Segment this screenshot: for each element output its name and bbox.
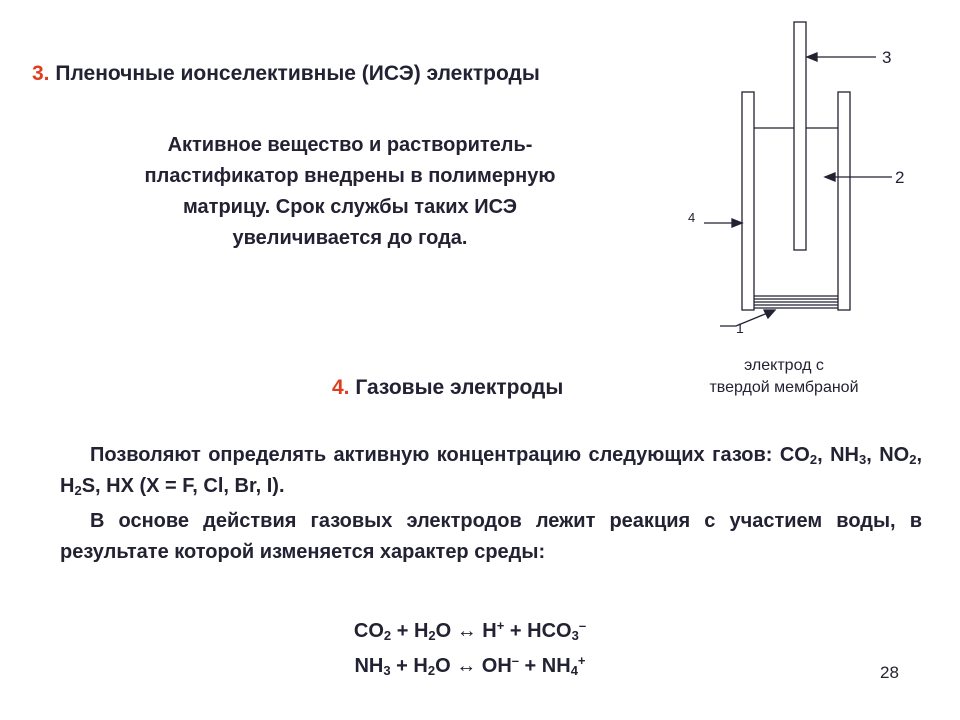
- page-number: 28: [880, 663, 899, 682]
- paragraph1-line: матрицу. Срок службы таких ИСЭ: [183, 196, 517, 218]
- paragraph1-line: Активное вещество и растворитель-: [167, 134, 533, 156]
- eq-part: O ↔ H: [435, 620, 497, 642]
- outer-wall-right: [838, 92, 850, 310]
- arrow-3-head: [807, 53, 817, 61]
- superscript: +: [496, 618, 505, 633]
- subscript: 3: [383, 663, 391, 678]
- gases-nh: , NH: [817, 444, 859, 466]
- caption-line: электрод с: [744, 357, 824, 374]
- paragraph2: [60, 440, 922, 502]
- equation-nh3: [260, 655, 680, 678]
- superscript: –: [511, 653, 519, 668]
- eq-part: + H: [390, 655, 428, 677]
- section-3-title: Пленочные ионселективные (ИСЭ) электроды: [55, 62, 540, 85]
- label-4: 4: [688, 210, 696, 225]
- caption-line: твердой мембраной: [709, 379, 859, 396]
- subscript: 3: [858, 452, 867, 467]
- superscript: +: [577, 653, 586, 668]
- subscript: 2: [427, 663, 436, 678]
- subscript: 2: [74, 483, 82, 498]
- electrode-diagram: [680, 15, 910, 345]
- label-2: 2: [895, 168, 905, 187]
- subscript: 2: [809, 452, 818, 467]
- paragraph1-line: увеличивается до года.: [232, 227, 468, 249]
- subscript: 4: [570, 663, 578, 678]
- arrow-1-line: [720, 312, 770, 326]
- subscript: 2: [909, 452, 917, 467]
- gas-electrode-description: [60, 440, 922, 568]
- section-4-number: 4.: [332, 376, 350, 399]
- gases-h: , H: [60, 444, 923, 497]
- section-3-heading: [32, 62, 540, 86]
- outer-wall-left: [742, 92, 754, 310]
- arrow-2-head: [825, 173, 835, 181]
- eq-part: + HCO: [504, 620, 572, 642]
- eq-part: NH: [354, 655, 384, 677]
- gases-no: , NO: [866, 444, 910, 466]
- inner-electrode-rod: [794, 22, 806, 250]
- film-electrode-description: [60, 130, 640, 254]
- section-3-number: 3.: [32, 62, 50, 85]
- label-1: 1: [736, 320, 744, 336]
- paragraph2-line1: Позволяют определять активную концентрацию следующих: [90, 444, 705, 466]
- subscript: 2: [428, 628, 436, 643]
- arrow-1-head: [764, 310, 775, 318]
- diagram-caption: [672, 355, 896, 399]
- paragraph1-line: пластификатор внедрены в полимерную: [144, 165, 556, 187]
- subscript: 2: [383, 628, 392, 643]
- eq-part: CO: [353, 620, 384, 642]
- subscript: 3: [571, 628, 579, 643]
- section-4-title: Газовые электроды: [355, 376, 564, 399]
- superscript: –: [578, 618, 587, 633]
- arrow-4-head: [732, 219, 742, 227]
- eq-part: O ↔ OH: [435, 655, 512, 677]
- paragraph3: В основе действия газовых электродов лежит реакция с участием воды, в результате которой изменяется характер среды:: [60, 510, 922, 563]
- eq-part: + H: [391, 620, 429, 642]
- equation-co2: [260, 620, 680, 643]
- gases-rest: S, HX (X = F, Cl, Br, I).: [81, 475, 285, 497]
- eq-part: + NH: [519, 655, 571, 677]
- gases-co: газов: CO: [712, 444, 810, 466]
- label-3: 3: [882, 48, 892, 67]
- section-4-heading: [332, 376, 563, 400]
